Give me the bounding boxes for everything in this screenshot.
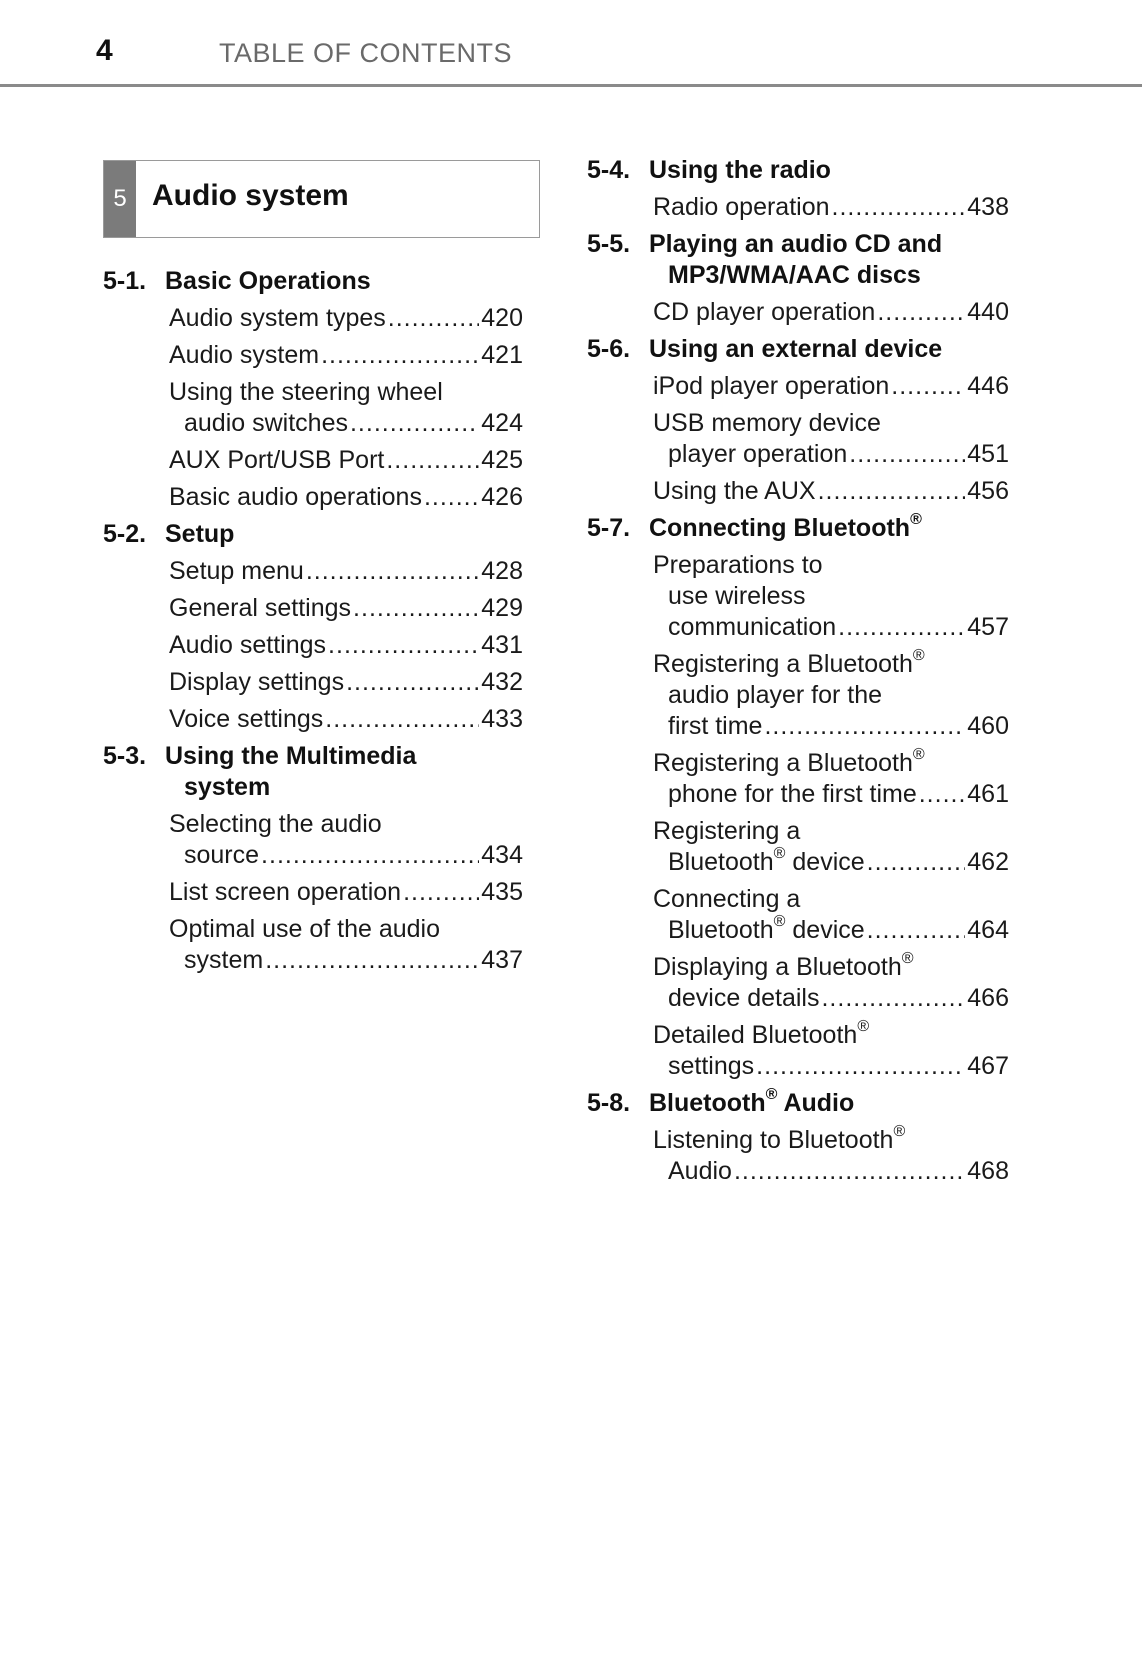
entry-title: iPod player operation [653, 372, 890, 400]
entry-title-line: Preparations to [653, 551, 823, 579]
dot-leader [328, 630, 479, 661]
entry-page: 434 [481, 841, 523, 869]
section-number: 5-8. [587, 1089, 631, 1117]
section-number: 5-3. [103, 742, 147, 770]
entry-title-line: audio player for the [668, 681, 883, 709]
section-title [649, 1085, 1009, 1119]
section-number: 5-5. [587, 230, 631, 258]
dot-leader [265, 945, 479, 976]
entry-title-line [653, 745, 1009, 779]
entry-title-line: use wireless [668, 582, 806, 610]
section-title-line: Playing an audio CD and [649, 230, 943, 258]
section-heading [587, 1085, 1009, 1119]
registered-mark: ® [912, 745, 925, 763]
entry-page: 432 [481, 668, 523, 696]
toc-entry[interactable] [587, 1017, 1009, 1082]
entry-title: source [184, 841, 260, 869]
dot-leader [838, 612, 965, 643]
entry-title: Audio [668, 1157, 732, 1185]
entry-title-text: Bluetooth [668, 848, 774, 876]
entry-page: 433 [481, 705, 523, 733]
toc-entry[interactable] [103, 303, 523, 334]
entry-page: 464 [967, 916, 1009, 944]
section-title: Basic Operations [165, 267, 371, 295]
entry-title: General settings [169, 594, 352, 622]
section-heading [103, 266, 523, 297]
entry-title: device details [668, 984, 820, 1012]
dot-leader [919, 779, 966, 810]
entry-page: 438 [967, 193, 1009, 221]
entry-title: player operation [668, 440, 848, 468]
entry-page: 420 [481, 304, 523, 332]
entry-title-text: Displaying a Bluetooth [653, 953, 902, 981]
dot-leader [261, 840, 479, 871]
entry-title: system [184, 946, 264, 974]
toc-entry[interactable] [103, 704, 523, 735]
entry-title: Audio system [169, 341, 320, 369]
section-title [649, 229, 1009, 291]
entry-page: 429 [481, 594, 523, 622]
entry-title: Using the AUX [653, 477, 816, 505]
entry-title: Voice settings [169, 705, 324, 733]
section-heading [587, 334, 1009, 365]
section-title [649, 510, 1009, 544]
section-heading [587, 229, 1009, 291]
registered-mark: ® [910, 510, 922, 528]
entry-page: 428 [481, 557, 523, 585]
entry-page: 446 [967, 372, 1009, 400]
dot-leader [386, 445, 479, 476]
toc-entry[interactable] [103, 877, 523, 908]
entry-title: Setup menu [169, 557, 304, 585]
entry-title-text: Registering a Bluetooth [653, 749, 913, 777]
section-heading [103, 519, 523, 550]
entry-title-text: Listening to Bluetooth [653, 1126, 894, 1154]
toc-entry[interactable] [103, 340, 523, 371]
entry-title-line: Selecting the audio [169, 810, 382, 838]
entry-title-line [653, 646, 1009, 680]
entry-title-text: Bluetooth [668, 916, 774, 944]
dot-leader [321, 340, 479, 371]
toc-left-column [103, 262, 523, 982]
dot-leader [867, 847, 966, 878]
entry-title-line: Optimal use of the audio [169, 915, 440, 943]
toc-entry[interactable] [587, 1122, 1009, 1187]
section-title-text: Audio [777, 1089, 855, 1117]
toc-entry[interactable] [103, 377, 523, 439]
toc-entry[interactable] [587, 371, 1009, 402]
dot-leader [325, 704, 479, 735]
toc-entry[interactable] [103, 667, 523, 698]
entry-title: Basic audio operations [169, 483, 422, 511]
entry-page: 440 [967, 298, 1009, 326]
entry-page: 437 [481, 946, 523, 974]
entry-page: 461 [967, 780, 1009, 808]
section-title [165, 741, 523, 803]
entry-page: 462 [967, 848, 1009, 876]
entry-title: Audio settings [169, 631, 327, 659]
toc-entry[interactable] [587, 192, 1009, 223]
page-number: 4 [96, 34, 113, 67]
entry-title-line [653, 1017, 1009, 1051]
toc-entry[interactable] [587, 297, 1009, 328]
section-title-text: Connecting Bluetooth [649, 514, 911, 542]
dot-leader [734, 1156, 965, 1187]
dot-leader [891, 371, 965, 402]
section-heading [587, 155, 1009, 186]
entry-page: 451 [967, 440, 1009, 468]
toc-entry[interactable] [103, 445, 523, 476]
entry-title: audio switches [184, 409, 348, 437]
entry-title-line: Connecting a [653, 885, 801, 913]
dot-leader [849, 439, 965, 470]
entry-page: 431 [481, 631, 523, 659]
entry-title [668, 844, 865, 878]
section-title-line: Using the Multimedia [165, 742, 417, 770]
dot-leader [818, 476, 966, 507]
toc-entry[interactable] [587, 949, 1009, 1014]
toc-right-column [587, 151, 1009, 1193]
dot-leader [877, 297, 965, 328]
toc-entry[interactable] [103, 482, 523, 513]
entry-title-text: Registering a Bluetooth [653, 650, 913, 678]
entry-title-line: Registering a [653, 817, 801, 845]
section-number: 5-1. [103, 267, 147, 295]
toc-entry[interactable] [587, 550, 1009, 643]
section-title-line: MP3/WMA/AAC discs [668, 261, 921, 289]
section-title: Using an external device [649, 335, 943, 363]
entry-title: CD player operation [653, 298, 876, 326]
entry-page: 426 [481, 483, 523, 511]
dot-leader [756, 1051, 965, 1082]
entry-page: 467 [967, 1052, 1009, 1080]
entry-title: AUX Port/USB Port [169, 446, 385, 474]
dot-leader [403, 877, 479, 908]
entry-page: 466 [967, 984, 1009, 1012]
dot-leader [350, 408, 479, 439]
toc-entry[interactable] [103, 593, 523, 624]
dot-leader [353, 593, 479, 624]
entry-title [668, 912, 865, 946]
entry-title: List screen operation [169, 878, 402, 906]
dot-leader [867, 915, 966, 946]
entry-title: Radio operation [653, 193, 830, 221]
page-header [0, 0, 1142, 87]
entry-title: first time [668, 712, 763, 740]
entry-title-line [653, 949, 1009, 983]
section-number: 5-6. [587, 335, 631, 363]
registered-mark: ® [857, 1017, 870, 1035]
toc-entry[interactable] [103, 630, 523, 661]
section-number: 5-2. [103, 520, 147, 548]
section-title-line: system [184, 773, 271, 801]
toc-entry[interactable] [587, 816, 1009, 878]
section-heading [103, 741, 523, 803]
entry-title: Display settings [169, 668, 345, 696]
registered-mark: ® [901, 949, 914, 967]
registered-mark: ® [765, 1085, 778, 1103]
toc-entry[interactable] [587, 408, 1009, 470]
entry-page: 425 [481, 446, 523, 474]
entry-title-line [653, 1122, 1009, 1156]
entry-page: 424 [481, 409, 523, 437]
chapter-title: Audio system [152, 179, 349, 212]
entry-title-line: Using the steering wheel [169, 378, 443, 406]
entry-title-text: device [785, 916, 865, 944]
entry-title: phone for the first time [668, 780, 917, 808]
entry-title-line: USB memory device [653, 409, 881, 437]
dot-leader [764, 711, 965, 742]
dot-leader [346, 667, 479, 698]
entry-page: 468 [967, 1157, 1009, 1185]
entry-title: settings [668, 1052, 755, 1080]
header-title: TABLE OF CONTENTS [219, 38, 513, 68]
section-number: 5-4. [587, 156, 631, 184]
entry-page: 421 [481, 341, 523, 369]
chapter-number-tab: 5 [104, 161, 136, 237]
entry-page: 456 [967, 477, 1009, 505]
registered-mark: ® [773, 912, 786, 930]
section-title-text: Bluetooth [649, 1089, 766, 1117]
toc-entry[interactable] [103, 914, 523, 976]
entry-title-text: device [785, 848, 865, 876]
entry-title-text: Detailed Bluetooth [653, 1021, 858, 1049]
section-number: 5-7. [587, 514, 631, 542]
section-title: Using the radio [649, 156, 831, 184]
registered-mark: ® [912, 646, 925, 664]
dot-leader [832, 192, 966, 223]
registered-mark: ® [773, 844, 786, 862]
toc-entry[interactable] [587, 745, 1009, 810]
toc-entry[interactable] [103, 556, 523, 587]
registered-mark: ® [893, 1122, 906, 1140]
dot-leader [821, 983, 965, 1014]
dot-leader [424, 482, 479, 513]
chapter-heading-box [103, 160, 540, 238]
section-heading [587, 510, 1009, 544]
entry-title: Audio system types [169, 304, 386, 332]
dot-leader [388, 303, 480, 334]
section-title: Setup [165, 520, 235, 548]
toc-entry[interactable] [587, 884, 1009, 946]
toc-entry[interactable] [587, 646, 1009, 742]
toc-entry[interactable] [103, 809, 523, 871]
entry-page: 457 [967, 613, 1009, 641]
entry-title: communication [668, 613, 837, 641]
toc-entry[interactable] [587, 476, 1009, 507]
entry-page: 460 [967, 712, 1009, 740]
dot-leader [306, 556, 479, 587]
entry-page: 435 [481, 878, 523, 906]
